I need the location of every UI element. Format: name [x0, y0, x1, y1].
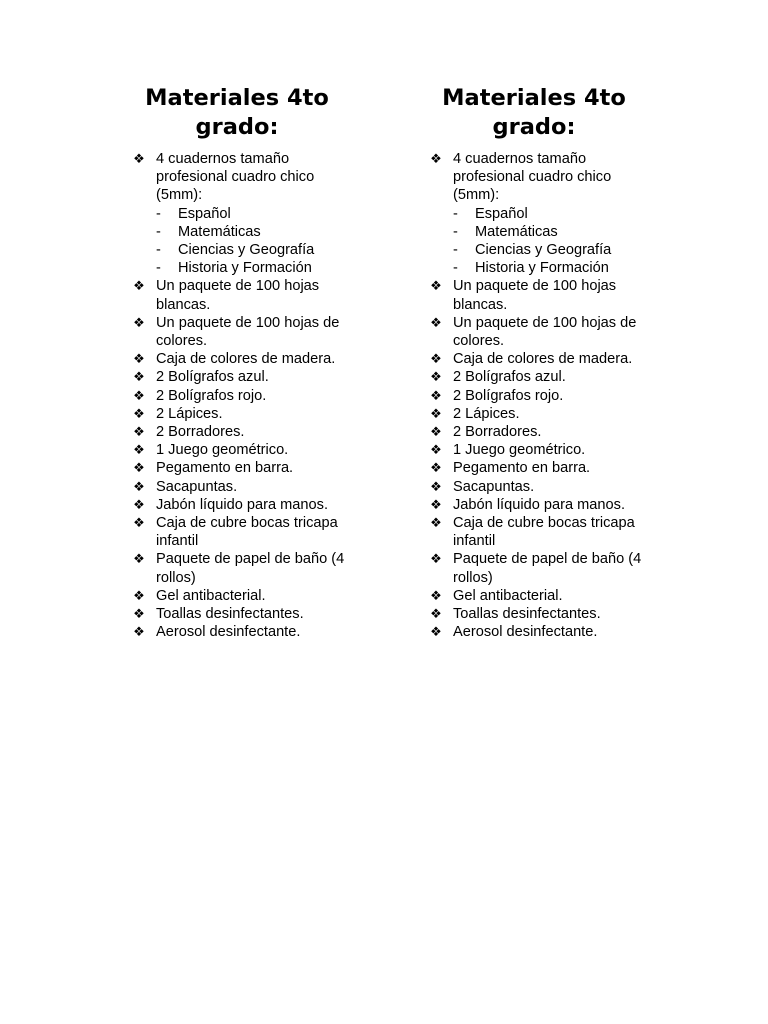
list-item: [132, 277, 362, 313]
item-text: Gel antibacterial.: [156, 587, 266, 604]
diamond-bullet-icon: ❖: [133, 351, 145, 367]
sub-list-item: [453, 241, 659, 259]
list-item: [132, 350, 362, 368]
list-item: [132, 587, 362, 605]
diamond-bullet-icon: ❖: [133, 278, 145, 294]
diamond-bullet-icon: ❖: [430, 151, 442, 166]
diamond-bullet-icon: ❖: [133, 405, 145, 421]
item-text: 2 Bolígrafos rojo.: [453, 387, 564, 404]
list-item: [132, 314, 362, 350]
item-text: Paquete de papel de baño (4 rollos): [453, 551, 642, 586]
list-item: [429, 314, 659, 350]
diamond-bullet-icon: ❖: [430, 460, 442, 476]
item-text: Un paquete de 100 hojas blancas.: [156, 278, 320, 313]
diamond-bullet-icon: ❖: [133, 387, 145, 403]
sub-item-text: Español: [178, 205, 231, 222]
item-text: Jabón líquido para manos.: [156, 496, 328, 513]
list-item: [429, 441, 659, 459]
sub-item-text: Ciencias y Geografía: [475, 242, 612, 259]
item-text: 2 Lápices.: [156, 405, 223, 422]
list-item: [132, 623, 362, 641]
diamond-bullet-icon: ❖: [133, 478, 145, 494]
sub-item-text: Matemáticas: [475, 223, 558, 240]
item-text: 4 cuadernos tamaño profesional cuadro chico (5mm):: [453, 151, 612, 204]
sub-item-text: Historia y Formación: [475, 260, 609, 277]
list-item: [429, 277, 659, 313]
materials-list: [132, 150, 372, 641]
item-text: 2 Bolígrafos azul.: [156, 369, 269, 386]
item-text: Caja de colores de madera.: [453, 351, 633, 368]
sub-item-text: Ciencias y Geografía: [178, 242, 315, 259]
diamond-bullet-icon: ❖: [133, 515, 145, 531]
diamond-bullet-icon: ❖: [430, 387, 442, 403]
sub-list-item: [156, 259, 362, 277]
sub-item-text: Matemáticas: [178, 223, 261, 240]
item-text: 4 cuadernos tamaño profesional cuadro chico (5mm):: [156, 151, 315, 204]
list-item: [132, 514, 362, 550]
list-item: [429, 350, 659, 368]
list-item: [132, 405, 362, 423]
diamond-bullet-icon: ❖: [430, 369, 442, 385]
item-text: 2 Borradores.: [156, 424, 245, 441]
list-item: [429, 550, 659, 586]
dash-bullet: -: [453, 242, 458, 259]
list-item: [132, 368, 362, 386]
item-text: Pegamento en barra.: [453, 460, 591, 477]
dash-bullet: -: [453, 260, 458, 277]
dash-bullet: -: [453, 223, 458, 240]
diamond-bullet-icon: ❖: [430, 587, 442, 603]
diamond-bullet-icon: ❖: [133, 314, 145, 330]
diamond-bullet-icon: ❖: [430, 496, 442, 512]
diamond-bullet-icon: ❖: [430, 515, 442, 531]
diamond-bullet-icon: ❖: [133, 151, 145, 166]
list-item: [429, 387, 659, 405]
list-item: [132, 605, 362, 623]
item-text: Sacapuntas.: [156, 478, 238, 495]
item-text: Caja de cubre bocas tricapa infantil: [156, 515, 338, 550]
list-item: [132, 496, 362, 514]
list-item: [132, 459, 362, 477]
list-title: Materiales 4to grado:: [442, 85, 626, 140]
dash-bullet: -: [156, 260, 161, 277]
diamond-bullet-icon: ❖: [133, 624, 145, 640]
list-item: [429, 605, 659, 623]
diamond-bullet-icon: ❖: [430, 442, 442, 458]
item-text: 2 Bolígrafos rojo.: [156, 387, 267, 404]
item-text: 2 Borradores.: [453, 424, 542, 441]
list-item: [429, 478, 659, 496]
item-text: Caja de cubre bocas tricapa infantil: [453, 515, 635, 550]
item-text: Gel antibacterial.: [453, 587, 563, 604]
list-item: [429, 423, 659, 441]
list-item: [132, 387, 362, 405]
list-item: [429, 496, 659, 514]
list-item: [429, 150, 659, 277]
diamond-bullet-icon: ❖: [133, 606, 145, 622]
diamond-bullet-icon: ❖: [430, 424, 442, 440]
list-item: [429, 368, 659, 386]
list-item: [429, 587, 659, 605]
item-text: Toallas desinfectantes.: [453, 606, 601, 623]
sub-list-item: [156, 241, 362, 259]
item-text: Jabón líquido para manos.: [453, 496, 625, 513]
diamond-bullet-icon: ❖: [430, 405, 442, 421]
item-text: Paquete de papel de baño (4 rollos): [156, 551, 345, 586]
item-text: 1 Juego geométrico.: [156, 442, 289, 459]
item-text: Un paquete de 100 hojas de colores.: [156, 314, 340, 350]
notebook-subjects-list: [156, 205, 362, 278]
item-text: Caja de colores de madera.: [156, 351, 336, 368]
list-item: [132, 423, 362, 441]
item-text: Pegamento en barra.: [156, 460, 294, 477]
list-item: [429, 514, 659, 550]
materials-list-left: [132, 84, 372, 641]
item-text: Un paquete de 100 hojas de colores.: [453, 314, 637, 350]
diamond-bullet-icon: ❖: [430, 314, 442, 330]
sub-list-item: [156, 223, 362, 241]
list-item: [132, 550, 362, 586]
diamond-bullet-icon: ❖: [430, 478, 442, 494]
item-text: 1 Juego geométrico.: [453, 442, 586, 459]
item-text: 2 Lápices.: [453, 405, 520, 422]
diamond-bullet-icon: ❖: [133, 442, 145, 458]
item-text: Toallas desinfectantes.: [156, 606, 304, 623]
materials-list-right: [429, 84, 669, 641]
sub-item-text: Español: [475, 205, 528, 222]
diamond-bullet-icon: ❖: [430, 351, 442, 367]
sub-list-item: [453, 259, 659, 277]
diamond-bullet-icon: ❖: [133, 496, 145, 512]
sub-list-item: [156, 205, 362, 223]
item-text: Sacapuntas.: [453, 478, 535, 495]
list-title: Materiales 4to grado:: [145, 85, 329, 140]
list-item: [132, 478, 362, 496]
item-text: 2 Bolígrafos azul.: [453, 369, 566, 386]
diamond-bullet-icon: ❖: [133, 551, 145, 567]
diamond-bullet-icon: ❖: [133, 424, 145, 440]
materials-list: [429, 150, 669, 641]
sub-list-item: [453, 205, 659, 223]
item-text: Un paquete de 100 hojas blancas.: [453, 278, 617, 313]
item-text: Aerosol desinfectante.: [453, 624, 598, 641]
dash-bullet: -: [156, 205, 161, 222]
dash-bullet: -: [453, 205, 458, 222]
list-item: [429, 623, 659, 641]
diamond-bullet-icon: ❖: [430, 606, 442, 622]
sub-list-item: [453, 223, 659, 241]
dash-bullet: -: [156, 223, 161, 240]
list-item: [132, 441, 362, 459]
diamond-bullet-icon: ❖: [133, 460, 145, 476]
notebook-subjects-list: [453, 205, 659, 278]
item-text: Aerosol desinfectante.: [156, 624, 301, 641]
list-item: [429, 405, 659, 423]
list-item: [132, 150, 362, 277]
diamond-bullet-icon: ❖: [430, 624, 442, 640]
sub-item-text: Historia y Formación: [178, 260, 312, 277]
diamond-bullet-icon: ❖: [430, 551, 442, 567]
dash-bullet: -: [156, 242, 161, 259]
diamond-bullet-icon: ❖: [133, 369, 145, 385]
diamond-bullet-icon: ❖: [133, 587, 145, 603]
diamond-bullet-icon: ❖: [430, 278, 442, 294]
list-item: [429, 459, 659, 477]
